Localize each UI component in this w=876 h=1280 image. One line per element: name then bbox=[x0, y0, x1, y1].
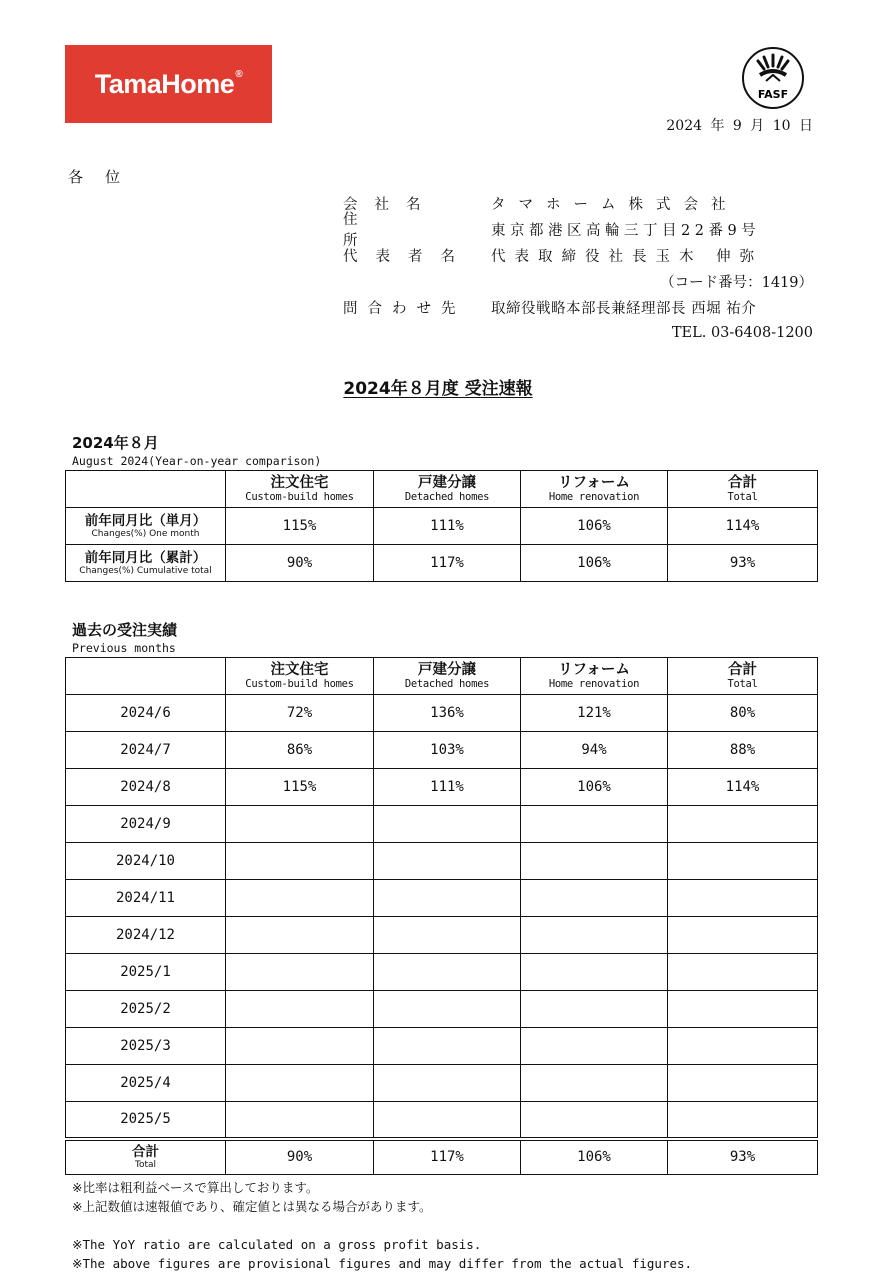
table-cell: 72% bbox=[226, 695, 374, 732]
table-cell: 103% bbox=[374, 732, 521, 769]
row-label: 2025/1 bbox=[66, 954, 226, 991]
info-row-tel bbox=[343, 320, 813, 346]
note-en: ※The YoY ratio are calculated on a gross profit basis. bbox=[72, 1237, 482, 1252]
section2-title: 過去の受注実績 bbox=[72, 621, 178, 639]
column-header: 注文住宅 Custom-build homes bbox=[226, 658, 374, 695]
table-cell bbox=[521, 880, 668, 917]
table-cell bbox=[226, 843, 374, 880]
table-cell bbox=[668, 1065, 818, 1102]
info-row-contact bbox=[343, 294, 813, 320]
table-cell bbox=[521, 843, 668, 880]
table-cell bbox=[521, 1102, 668, 1139]
info-label: 代表者名 bbox=[343, 248, 473, 265]
table-cell: 94% bbox=[521, 732, 668, 769]
table-cell bbox=[374, 954, 521, 991]
table-cell: 114% bbox=[668, 769, 818, 806]
table-cell bbox=[226, 1028, 374, 1065]
table-cell: 111% bbox=[374, 769, 521, 806]
table-cell: 106% bbox=[521, 545, 668, 582]
table-cell bbox=[374, 880, 521, 917]
table-cell: 88% bbox=[668, 732, 818, 769]
table-cell bbox=[226, 806, 374, 843]
history-table bbox=[65, 657, 818, 1175]
row-label: 2025/3 bbox=[66, 1028, 226, 1065]
row-label: 合計 Total bbox=[66, 1139, 226, 1175]
row-label: 2025/5 bbox=[66, 1102, 226, 1139]
section2-subtitle: Previous months bbox=[72, 641, 176, 655]
table-cell: 93% bbox=[668, 545, 818, 582]
table-cell bbox=[226, 954, 374, 991]
logo-text: TamaHome® bbox=[94, 68, 243, 99]
info-value: （コード番号：1419） bbox=[660, 274, 813, 291]
table-row bbox=[66, 1102, 818, 1139]
table-cell bbox=[668, 917, 818, 954]
table-cell bbox=[374, 1065, 521, 1102]
row-label: 2024/8 bbox=[66, 769, 226, 806]
note-en: ※The above figures are provisional figures and may differ from the actual figures. bbox=[72, 1256, 693, 1271]
table-cell bbox=[521, 917, 668, 954]
table-cell bbox=[521, 1065, 668, 1102]
row-label: 2024/6 bbox=[66, 695, 226, 732]
table-cell: 80% bbox=[668, 695, 818, 732]
fasf-mark-icon bbox=[740, 45, 806, 111]
fasf-text: FASF bbox=[757, 88, 789, 101]
table-row bbox=[66, 843, 818, 880]
section1-title: 2024年８月 bbox=[72, 434, 159, 452]
info-label: 問合わせ先 bbox=[343, 300, 466, 317]
row-label: 前年同月比（累計） Changes(%) Cumulative total bbox=[66, 545, 226, 582]
table-cell bbox=[668, 806, 818, 843]
company-info bbox=[343, 190, 813, 346]
table-row bbox=[66, 695, 818, 732]
table-header-row bbox=[66, 471, 818, 508]
table-row bbox=[66, 545, 818, 582]
row-label: 2024/9 bbox=[66, 806, 226, 843]
table-row bbox=[66, 991, 818, 1028]
table-cell: 115% bbox=[226, 769, 374, 806]
table-cell bbox=[374, 806, 521, 843]
table-cell: 93% bbox=[668, 1139, 818, 1175]
info-value: 代表取締役社長玉木 伸弥 bbox=[491, 248, 764, 265]
table-cell: 106% bbox=[521, 769, 668, 806]
table-cell bbox=[226, 917, 374, 954]
table-cell bbox=[226, 991, 374, 1028]
table-cell: 111% bbox=[374, 508, 521, 545]
table-cell bbox=[521, 806, 668, 843]
table-row bbox=[66, 732, 818, 769]
row-label: 2025/2 bbox=[66, 991, 226, 1028]
section1-subtitle: August 2024(Year-on-year comparison) bbox=[72, 454, 322, 468]
table-cell bbox=[226, 1065, 374, 1102]
table-cell: 117% bbox=[374, 545, 521, 582]
column-header: 戸建分譲 Detached homes bbox=[374, 471, 521, 508]
column-header: 注文住宅 Custom-build homes bbox=[226, 471, 374, 508]
table-cell bbox=[226, 1102, 374, 1139]
row-label: 2024/7 bbox=[66, 732, 226, 769]
table-cell bbox=[521, 1028, 668, 1065]
table-header-row bbox=[66, 658, 818, 695]
column-header: 合計 Total bbox=[668, 471, 818, 508]
info-row-representative bbox=[343, 242, 813, 268]
total-row bbox=[66, 1139, 818, 1175]
table-cell bbox=[374, 991, 521, 1028]
info-row-address bbox=[343, 212, 813, 249]
date: 2024 年 9 月 10 日 bbox=[666, 118, 813, 134]
note-jp: ※上記数値は速報値であり、確定値とは異なる場合があります。 bbox=[72, 1199, 432, 1214]
table-cell: 114% bbox=[668, 508, 818, 545]
info-row-code bbox=[343, 268, 813, 294]
company-logo bbox=[65, 45, 272, 123]
row-label: 前年同月比（単月） Changes(%) One month bbox=[66, 508, 226, 545]
header-corner bbox=[66, 471, 226, 508]
table-cell bbox=[374, 917, 521, 954]
table-row bbox=[66, 880, 818, 917]
table-cell bbox=[521, 954, 668, 991]
table-row bbox=[66, 769, 818, 806]
info-value: 取締役戦略本部長兼経理部長 西堀 祐介 bbox=[491, 300, 757, 317]
table-row bbox=[66, 954, 818, 991]
header-corner bbox=[66, 658, 226, 695]
column-header: 合計 Total bbox=[668, 658, 818, 695]
table-cell bbox=[668, 843, 818, 880]
yoy-table bbox=[65, 470, 818, 582]
note-jp: ※比率は粗利益ベースで算出しております。 bbox=[72, 1180, 319, 1195]
table-cell: 90% bbox=[226, 1139, 374, 1175]
column-header: リフォーム Home renovation bbox=[521, 471, 668, 508]
info-value: TEL. 03-6408-1200 bbox=[671, 325, 813, 341]
table-cell: 90% bbox=[226, 545, 374, 582]
table-row bbox=[66, 917, 818, 954]
table-cell: 86% bbox=[226, 732, 374, 769]
row-label: 2024/11 bbox=[66, 880, 226, 917]
table-cell: 121% bbox=[521, 695, 668, 732]
table-row bbox=[66, 508, 818, 545]
info-value: 東京都港区高輪三丁目22番9号 bbox=[491, 222, 761, 239]
table-cell: 117% bbox=[374, 1139, 521, 1175]
row-label: 2024/10 bbox=[66, 843, 226, 880]
info-label: 会社名 bbox=[343, 196, 438, 213]
column-header: 戸建分譲 Detached homes bbox=[374, 658, 521, 695]
table-cell bbox=[668, 991, 818, 1028]
info-label: 住所 bbox=[343, 212, 420, 249]
column-header: リフォーム Home renovation bbox=[521, 658, 668, 695]
notes bbox=[72, 1178, 692, 1273]
table-cell bbox=[668, 1028, 818, 1065]
table-cell bbox=[374, 1028, 521, 1065]
table-cell bbox=[226, 880, 374, 917]
table-cell: 136% bbox=[374, 695, 521, 732]
page-title: 2024年８月度 受注速報 bbox=[343, 379, 533, 399]
table-cell bbox=[668, 954, 818, 991]
info-value: タマホーム株式会社 bbox=[491, 196, 739, 213]
table-cell: 115% bbox=[226, 508, 374, 545]
table-cell bbox=[374, 1102, 521, 1139]
table-cell bbox=[668, 880, 818, 917]
table-cell bbox=[374, 843, 521, 880]
row-label: 2025/4 bbox=[66, 1065, 226, 1102]
table-row bbox=[66, 1028, 818, 1065]
table-cell bbox=[521, 991, 668, 1028]
table-cell: 106% bbox=[521, 1139, 668, 1175]
table-row bbox=[66, 1065, 818, 1102]
table-cell: 106% bbox=[521, 508, 668, 545]
table-cell bbox=[668, 1102, 818, 1139]
row-label: 2024/12 bbox=[66, 917, 226, 954]
addressee: 各位 bbox=[68, 168, 143, 186]
table-row bbox=[66, 806, 818, 843]
